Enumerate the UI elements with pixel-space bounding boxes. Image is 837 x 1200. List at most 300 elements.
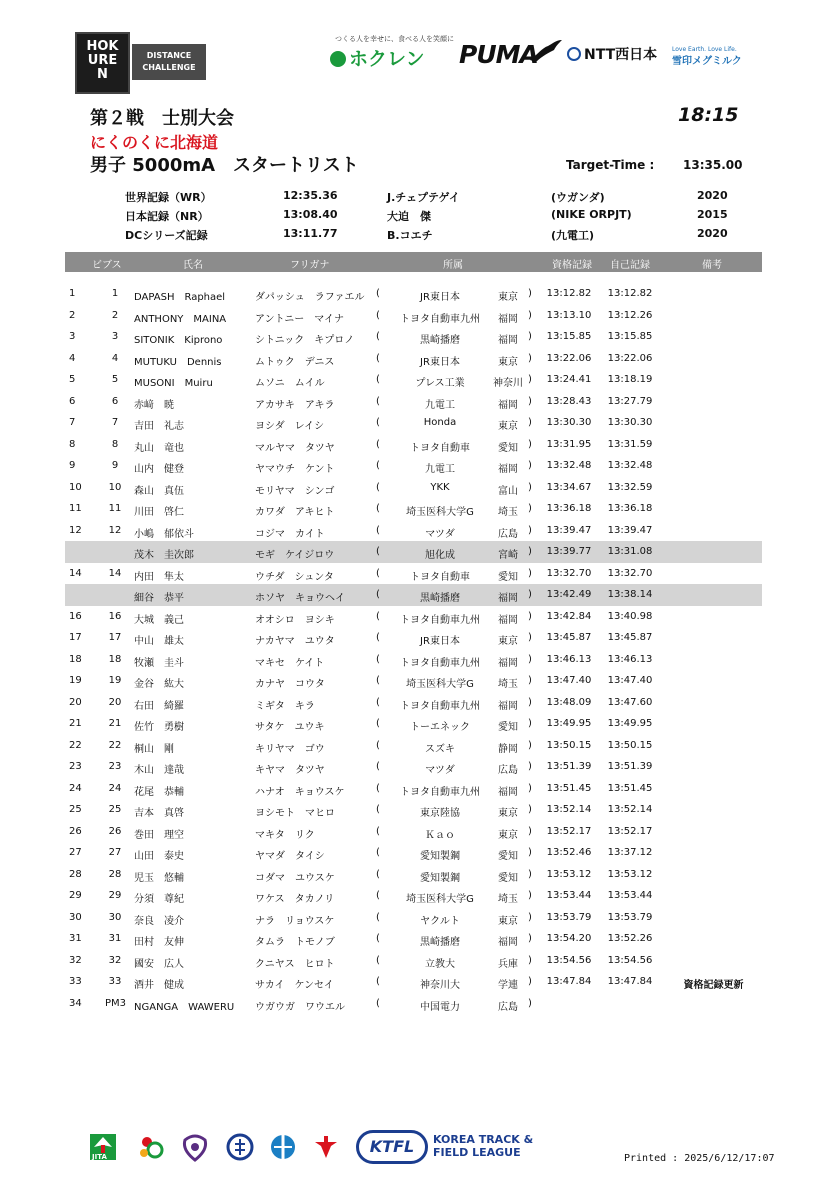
table-row xyxy=(65,584,762,606)
personal-best: 13:45.87 xyxy=(607,632,653,643)
affiliation-open-paren: ( xyxy=(376,331,380,342)
prefecture: 福岡 xyxy=(498,399,518,411)
federation-logo-2-icon xyxy=(180,1132,210,1162)
bib-number: 2 xyxy=(111,309,119,321)
affiliation: YKK xyxy=(430,481,450,493)
ntt-ring-icon xyxy=(567,47,581,61)
affiliation: トヨタ自動車九州 xyxy=(400,700,480,712)
personal-best: 13:22.06 xyxy=(607,352,653,364)
affiliation: 九電工 xyxy=(425,399,455,411)
affiliation-open-paren: ( xyxy=(376,503,380,514)
bib-number: 7 xyxy=(111,417,119,428)
affiliation-open-paren: ( xyxy=(376,288,380,299)
prefecture: 福岡 xyxy=(498,937,518,948)
affiliation: トヨタ自動車 xyxy=(410,442,470,454)
header-note: 備考 xyxy=(702,260,722,271)
qualifying-record: 13:24.41 xyxy=(546,374,592,385)
athlete-kana: ヤマウチ ケント xyxy=(255,464,335,475)
table-row xyxy=(65,434,762,456)
bib-number: 10 xyxy=(108,481,122,493)
athlete-name: 赤﨑 暁 xyxy=(134,399,174,411)
affiliation: 黒崎播磨 xyxy=(420,593,460,604)
record-year: 2020 xyxy=(697,227,728,240)
athlete-kana: サカイ ケンセイ xyxy=(255,980,334,991)
athlete-name: 金谷 紘大 xyxy=(134,679,184,690)
prefecture: 福岡 xyxy=(498,657,518,669)
bib-number: 9 xyxy=(111,460,119,471)
ktfl-name-line2: FIELD LEAGUE xyxy=(433,1146,521,1159)
bib-number: 26 xyxy=(108,825,122,837)
meet-subtitle: にくのくに北海道 xyxy=(90,133,219,152)
affiliation-close-paren: ) xyxy=(528,911,532,923)
affiliation: マツダ xyxy=(425,528,455,540)
personal-best: 13:53.44 xyxy=(607,890,653,901)
table-row xyxy=(65,348,762,370)
athlete-kana: ダパッシュ ラファエル xyxy=(255,292,365,303)
qualifying-record: 13:13.10 xyxy=(546,309,592,321)
table-row xyxy=(65,498,762,520)
personal-best: 13:49.95 xyxy=(607,718,653,729)
athlete-name: 木山 達哉 xyxy=(134,765,184,776)
row-number: 12 xyxy=(69,524,82,536)
qualifying-record: 13:46.13 xyxy=(546,653,592,665)
table-row xyxy=(65,713,762,735)
affiliation-close-paren: ) xyxy=(528,739,532,751)
qualifying-record: 13:47.84 xyxy=(546,976,592,987)
table-row xyxy=(65,391,762,413)
athlete-kana: ナカヤマ ユウタ xyxy=(255,636,335,647)
bib-number: 17 xyxy=(108,632,122,643)
affiliation-close-paren: ) xyxy=(528,546,532,557)
row-number: 6 xyxy=(69,395,76,407)
athlete-name: 佐竹 勇樹 xyxy=(134,722,184,733)
affiliation-close-paren: ) xyxy=(528,438,532,450)
table-row xyxy=(65,907,762,929)
row-number: 11 xyxy=(69,503,82,514)
personal-best: 13:52.14 xyxy=(607,804,653,815)
athlete-kana: サタケ ユウキ xyxy=(255,722,325,733)
affiliation-close-paren: ) xyxy=(528,309,532,321)
sponsor-tagline: つくる人を幸せに、食べる人を笑顔に xyxy=(335,35,454,43)
affiliation-open-paren: ( xyxy=(376,825,380,837)
qualifying-record: 13:15.85 xyxy=(546,331,592,342)
personal-best: 13:51.39 xyxy=(607,761,653,772)
sponsor-snow-brand xyxy=(672,44,742,68)
qualifying-record: 13:54.56 xyxy=(546,954,592,966)
affiliation-close-paren: ) xyxy=(528,696,532,708)
affiliation: トヨタ自動車九州 xyxy=(400,313,480,325)
bib-number: 29 xyxy=(108,890,122,901)
printed-timestamp: Printed : 2025/6/12/17:07 xyxy=(624,1153,775,1164)
ktfl-name xyxy=(433,1133,533,1159)
record-time: 13:08.40 xyxy=(283,208,338,221)
table-row xyxy=(65,283,762,305)
affiliation-open-paren: ( xyxy=(376,481,380,493)
athlete-name: ANTHONY MAINA xyxy=(134,313,227,325)
personal-best: 13:31.08 xyxy=(607,546,653,557)
athlete-kana: アントニー マイナ xyxy=(255,313,344,325)
athlete-name: 牧瀬 圭斗 xyxy=(134,657,184,669)
affiliation-open-paren: ( xyxy=(376,890,380,901)
affiliation-open-paren: ( xyxy=(376,847,380,858)
table-row xyxy=(65,885,762,907)
athlete-name: 巻田 理空 xyxy=(134,829,184,841)
affiliation-close-paren: ) xyxy=(528,352,532,364)
bib-number: 3 xyxy=(111,331,119,342)
bib-number: 5 xyxy=(111,374,119,385)
athlete-kana: コダマ ユウスケ xyxy=(255,872,335,884)
sponsor-hokuren xyxy=(330,44,425,71)
athlete-name: MUTUKU Dennis xyxy=(134,356,222,368)
athlete-kana: モリヤマ シンゴ xyxy=(255,485,335,497)
athlete-name: MUSONI Muiru xyxy=(134,378,213,389)
athlete-kana: クニヤス ヒロト xyxy=(255,958,335,970)
qualifying-record: 13:52.14 xyxy=(546,804,592,815)
puma-cat-icon xyxy=(528,38,564,64)
affiliation-open-paren: ( xyxy=(376,632,380,643)
record-label: 世界記録（WR） xyxy=(125,191,212,204)
table-row xyxy=(65,606,762,628)
header-qual: 資格記録 xyxy=(552,260,592,271)
prefecture: 広島 xyxy=(498,528,518,540)
row-number: 30 xyxy=(69,911,82,923)
prefecture: 宮崎 xyxy=(498,550,518,561)
record-time: 12:35.36 xyxy=(283,189,338,202)
athlete-kana: ハナオ キョウスケ xyxy=(255,786,345,798)
affiliation-open-paren: ( xyxy=(376,567,380,579)
qualifying-record: 13:48.09 xyxy=(546,696,592,708)
qualifying-record: 13:12.82 xyxy=(546,288,592,299)
affiliation-close-paren: ) xyxy=(528,632,532,643)
athlete-kana: ホソヤ キョウヘイ xyxy=(255,593,345,604)
affiliation-open-paren: ( xyxy=(376,374,380,385)
affiliation: ヤクルト xyxy=(420,915,460,927)
affiliation-close-paren: ) xyxy=(528,868,532,880)
header-name: 氏名 xyxy=(183,260,203,271)
athlete-kana: オオシロ ヨシキ xyxy=(255,614,335,626)
qualifying-record: 13:31.95 xyxy=(546,438,592,450)
personal-best: 13:36.18 xyxy=(607,503,653,514)
table-row xyxy=(65,649,762,671)
affiliation: JR東日本 xyxy=(420,292,460,303)
prefecture: 愛知 xyxy=(498,872,518,884)
prefecture: 東京 xyxy=(498,636,518,647)
meet-title: 第２戦 士別大会 xyxy=(90,108,234,129)
affiliation-close-paren: ) xyxy=(528,288,532,299)
table-row xyxy=(65,928,762,950)
qualifying-record: 13:53.12 xyxy=(546,868,592,880)
affiliation-close-paren: ) xyxy=(528,503,532,514)
affiliation: 黒崎播磨 xyxy=(420,335,460,346)
athlete-name: 山田 泰史 xyxy=(134,851,184,862)
header-affil: 所属 xyxy=(443,260,463,271)
affiliation-close-paren: ) xyxy=(528,847,532,858)
personal-best: 13:46.13 xyxy=(607,653,653,665)
personal-best: 13:32.70 xyxy=(607,567,653,579)
qualifying-record: 13:53.44 xyxy=(546,890,592,901)
affiliation-close-paren: ) xyxy=(528,524,532,536)
bib-number: 4 xyxy=(111,352,119,364)
personal-best: 13:12.26 xyxy=(607,309,653,321)
prefecture: 愛知 xyxy=(498,851,518,862)
personal-best: 13:37.12 xyxy=(607,847,653,858)
bib-number: 33 xyxy=(108,976,122,987)
personal-best: 13:52.17 xyxy=(607,825,653,837)
personal-best: 13:54.56 xyxy=(607,954,653,966)
athlete-name: 児玉 悠輔 xyxy=(134,872,184,884)
personal-best: 13:47.60 xyxy=(607,696,653,708)
affiliation-close-paren: ) xyxy=(528,804,532,815)
affiliation-open-paren: ( xyxy=(376,997,380,1009)
athlete-kana: ウガウガ ワウエル xyxy=(255,1001,345,1013)
personal-best: 13:12.82 xyxy=(607,288,653,299)
record-year: 2015 xyxy=(697,208,728,221)
row-number: 20 xyxy=(69,696,82,708)
affiliation-close-paren: ) xyxy=(528,567,532,579)
affiliation: トヨタ自動車九州 xyxy=(400,657,480,669)
bib-number: 22 xyxy=(108,739,122,751)
qualifying-record: 13:49.95 xyxy=(546,718,592,729)
affiliation-close-paren: ) xyxy=(528,610,532,622)
personal-best: 13:50.15 xyxy=(607,739,653,751)
distance-challenge-text: DISTANCE CHALLENGE xyxy=(142,51,196,72)
affiliation: 東京陸協 xyxy=(420,808,460,819)
row-number: 16 xyxy=(69,610,82,622)
affiliation: 埼玉医科大学G xyxy=(406,507,474,518)
athlete-name: NGANGA WAWERU xyxy=(134,1001,235,1013)
table-row xyxy=(65,692,762,714)
athlete-name: 山内 健登 xyxy=(134,464,184,475)
affiliation: JR東日本 xyxy=(420,636,460,647)
affiliation-close-paren: ) xyxy=(528,761,532,772)
affiliation: Honda xyxy=(423,417,457,428)
affiliation-close-paren: ) xyxy=(528,890,532,901)
prefecture: 愛知 xyxy=(498,571,518,583)
table-row xyxy=(65,735,762,757)
table-row xyxy=(65,842,762,864)
sponsor-puma: PUMA xyxy=(459,40,538,69)
prefecture: 東京 xyxy=(498,829,518,841)
hokuren-logo-text: HOKUREN xyxy=(86,39,119,82)
event-title: 男子 5000mA スタートリスト xyxy=(90,155,359,176)
affiliation-open-paren: ( xyxy=(376,309,380,321)
affiliation-open-paren: ( xyxy=(376,761,380,772)
start-list-header xyxy=(65,252,762,272)
personal-best: 13:53.79 xyxy=(607,911,653,923)
ktfl-logo: KTFL xyxy=(356,1130,428,1164)
bib-number: 11 xyxy=(108,503,122,514)
record-year: 2020 xyxy=(697,189,728,202)
affiliation: 黒崎播磨 xyxy=(420,937,460,948)
athlete-kana: キリヤマ ゴウ xyxy=(255,743,325,755)
hokuren-logo xyxy=(75,32,130,94)
prefecture: 東京 xyxy=(498,421,518,432)
affiliation-open-paren: ( xyxy=(376,395,380,407)
personal-best: 13:47.40 xyxy=(607,675,653,686)
sponsor-snow-tag: Love Earth. Love Life. xyxy=(672,46,737,53)
jita-label: JITA xyxy=(92,1153,107,1161)
prefecture: 埼玉 xyxy=(498,507,518,518)
bib-number: 19 xyxy=(108,675,122,686)
affiliation-close-paren: ) xyxy=(528,589,532,600)
athlete-kana: マキタ リク xyxy=(255,829,315,841)
bib-number: 27 xyxy=(108,847,122,858)
federation-logo-1-icon xyxy=(135,1132,165,1162)
qualifying-record: 13:30.30 xyxy=(546,417,592,428)
row-number: 7 xyxy=(69,417,76,428)
qualifying-record: 13:32.70 xyxy=(546,567,592,579)
affiliation: トヨタ自動車九州 xyxy=(400,614,480,626)
row-number: 25 xyxy=(69,804,82,815)
record-affil: (NIKE ORPJT) xyxy=(551,208,632,221)
record-affil: (ウガンダ) xyxy=(551,191,605,204)
row-number: 32 xyxy=(69,954,82,966)
personal-best: 13:40.98 xyxy=(607,610,653,622)
affiliation-close-paren: ) xyxy=(528,976,532,987)
row-number: 23 xyxy=(69,761,82,772)
prefecture: 福岡 xyxy=(498,614,518,626)
prefecture: 神奈川 xyxy=(493,378,523,389)
affiliation-open-paren: ( xyxy=(376,675,380,686)
record-time: 13:11.77 xyxy=(283,227,338,240)
athlete-kana: ムトゥク デニス xyxy=(255,356,335,368)
athlete-kana: マルヤマ タツヤ xyxy=(255,442,335,454)
table-row xyxy=(65,670,762,692)
remarks: 資格記録更新 xyxy=(683,980,744,991)
affiliation-close-paren: ) xyxy=(528,718,532,729)
personal-best: 13:31.59 xyxy=(607,438,653,450)
hokuren-leaf-icon xyxy=(330,51,346,67)
row-number: 29 xyxy=(69,890,82,901)
row-number: 22 xyxy=(69,739,82,751)
row-number: 5 xyxy=(69,374,76,385)
affiliation-close-paren: ) xyxy=(528,460,532,471)
personal-best: 13:51.45 xyxy=(607,782,653,794)
row-number: 9 xyxy=(69,460,76,471)
personal-best: 13:18.19 xyxy=(607,374,653,385)
prefecture: 兵庫 xyxy=(498,958,518,970)
record-holder: J.チェプテゲイ xyxy=(387,191,460,204)
bib-number: 24 xyxy=(108,782,122,794)
qualifying-record: 13:54.20 xyxy=(546,933,592,944)
athlete-kana: アカサキ アキラ xyxy=(255,399,335,411)
affiliation: JR東日本 xyxy=(420,356,460,368)
affiliation: 九電工 xyxy=(425,464,455,475)
qualifying-record: 13:47.40 xyxy=(546,675,592,686)
qualifying-record: 13:36.18 xyxy=(546,503,592,514)
row-number: 2 xyxy=(69,309,76,321)
bib-number: 23 xyxy=(108,761,122,772)
affiliation: 立教大 xyxy=(425,958,455,970)
athlete-name: 吉本 真啓 xyxy=(134,808,184,819)
personal-best: 13:39.47 xyxy=(607,524,653,536)
table-row xyxy=(65,971,762,993)
athlete-name: 大城 義己 xyxy=(134,614,184,626)
record-holder: B.コエチ xyxy=(387,229,433,242)
affiliation: トーエネック xyxy=(410,722,470,733)
athlete-name: 分須 尊紀 xyxy=(134,894,184,905)
bib-number: 30 xyxy=(108,911,122,923)
affiliation-open-paren: ( xyxy=(376,546,380,557)
qualifying-record: 13:39.77 xyxy=(546,546,592,557)
row-number: 3 xyxy=(69,331,76,342)
record-holder: 大迫 傑 xyxy=(387,210,431,223)
affiliation-close-paren: ) xyxy=(528,954,532,966)
prefecture: 福岡 xyxy=(498,593,518,604)
affiliation: トヨタ自動車 xyxy=(410,571,470,583)
row-number: 21 xyxy=(69,718,82,729)
ktfl-name-line1: KOREA TRACK & xyxy=(433,1133,534,1146)
row-number: 10 xyxy=(69,481,82,493)
qualifying-record: 13:32.48 xyxy=(546,460,592,471)
federation-logo-5-icon xyxy=(311,1132,341,1162)
affiliation-close-paren: ) xyxy=(528,417,532,428)
prefecture: 東京 xyxy=(498,808,518,819)
table-row xyxy=(65,455,762,477)
affiliation-open-paren: ( xyxy=(376,460,380,471)
athlete-name: 丸山 竜也 xyxy=(134,442,184,454)
affiliation-open-paren: ( xyxy=(376,976,380,987)
qualifying-record: 13:51.39 xyxy=(546,761,592,772)
athlete-name: 内田 隼太 xyxy=(134,571,184,583)
qualifying-record: 13:52.17 xyxy=(546,825,592,837)
qualifying-record: 13:39.47 xyxy=(546,524,592,536)
athlete-kana: ミギタ キラ xyxy=(255,700,315,712)
affiliation: スズキ xyxy=(425,743,455,755)
affiliation-close-paren: ) xyxy=(528,933,532,944)
affiliation-open-paren: ( xyxy=(376,718,380,729)
row-number: 27 xyxy=(69,847,82,858)
qualifying-record: 13:50.15 xyxy=(546,739,592,751)
record-affil: (九電工) xyxy=(551,229,595,242)
athlete-name: 桐山 剛 xyxy=(134,743,174,755)
athlete-name: 森山 真伍 xyxy=(134,485,184,497)
affiliation-open-paren: ( xyxy=(376,589,380,600)
athlete-kana: ムソニ ムイル xyxy=(255,378,325,389)
table-row xyxy=(65,563,762,585)
affiliation-close-paren: ) xyxy=(528,675,532,686)
athlete-name: 小嶋 郁依斗 xyxy=(134,528,194,540)
prefecture: 東京 xyxy=(498,915,518,927)
prefecture: 福岡 xyxy=(498,335,518,346)
affiliation-open-paren: ( xyxy=(376,739,380,751)
bib-number: 25 xyxy=(108,804,122,815)
federation-logo-4-icon xyxy=(268,1132,298,1162)
prefecture: 福岡 xyxy=(498,786,518,798)
row-number: 26 xyxy=(69,825,82,837)
affiliation-close-paren: ) xyxy=(528,395,532,407)
athlete-name: 國安 広人 xyxy=(134,958,184,970)
affiliation-close-paren: ) xyxy=(528,997,532,1009)
athlete-name: SITONIK Kiprono xyxy=(134,335,223,346)
athlete-name: 酒井 健成 xyxy=(134,980,184,991)
athlete-name: 吉田 礼志 xyxy=(134,421,184,432)
affiliation-close-paren: ) xyxy=(528,653,532,665)
affiliation-open-paren: ( xyxy=(376,868,380,880)
athlete-kana: ナラ リョウスケ xyxy=(255,915,335,927)
row-number: 14 xyxy=(69,567,82,579)
bib-number: 28 xyxy=(108,868,122,880)
bib-number: 20 xyxy=(108,696,122,708)
header-bib: ビブス xyxy=(92,260,122,271)
athlete-kana: マキセ ケイト xyxy=(255,657,325,669)
affiliation-close-paren: ) xyxy=(528,825,532,837)
prefecture: 広島 xyxy=(498,1001,518,1013)
athlete-name: 田村 友伸 xyxy=(134,937,184,948)
athlete-kana: ウチダ シュンタ xyxy=(255,571,334,583)
row-number: 28 xyxy=(69,868,82,880)
affiliation: マツダ xyxy=(425,765,455,776)
